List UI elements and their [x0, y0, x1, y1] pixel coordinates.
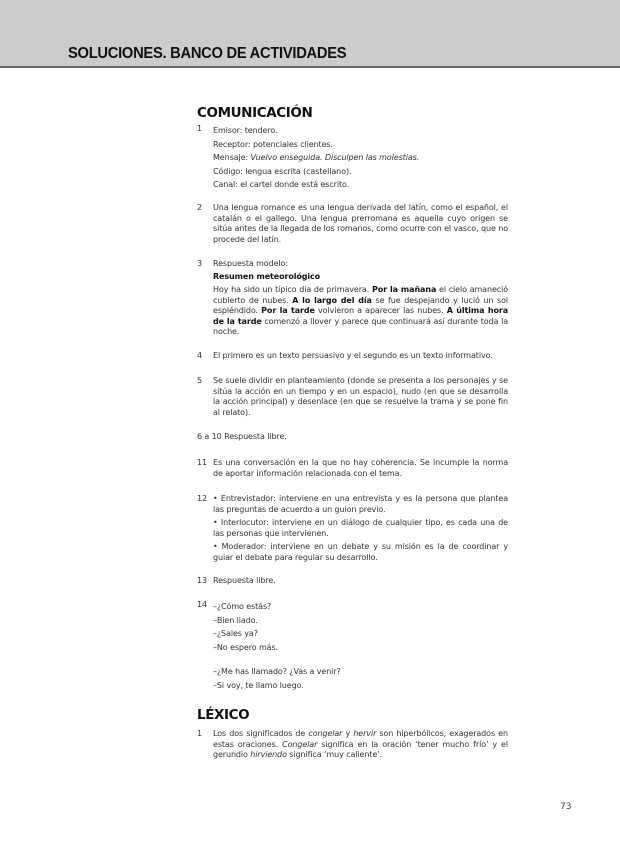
bullet-interlocutor: • Interlocutor: interviene en un diálogo de cualquier tipo, es cada una de las personas que intervienen.: [213, 518, 508, 538]
answer-text-italic: congelar: [308, 729, 343, 738]
answer-text-bold: A lo largo del día: [292, 295, 372, 305]
answer-number: 2: [197, 203, 202, 212]
answer-text: significa ‘muy caliente’.: [286, 750, 383, 759]
answer-number: 1: [197, 124, 202, 133]
answer-text: Respuesta libre.: [213, 576, 276, 585]
answer-text: Respuesta modelo:: [213, 259, 288, 268]
answer-number: 1: [197, 729, 202, 738]
answer-13: [197, 576, 508, 587]
answer-text-italic: Vuelvo enseguida. Disculpen las molestias.: [250, 153, 420, 162]
answer-3: [197, 259, 508, 338]
answer-text-italic: hirviendo: [250, 750, 287, 759]
answer-text: Hoy ha sido un típico día de primavera.: [213, 285, 372, 294]
answer-line: [213, 138, 508, 152]
answer-text: se fue despejando y lució un sol espléndido.: [213, 295, 508, 315]
answer-number: 12: [197, 494, 207, 503]
answer-text: [213, 729, 508, 761]
page-header-band: [0, 0, 620, 68]
dialogue-line: –¿Me has llamado? ¿Vas a venir?: [213, 667, 341, 676]
page-number: 73: [560, 802, 572, 812]
dialogue-line: –¿Cómo estás?: [213, 602, 272, 611]
answer-text: Receptor: potenciales clientes.: [213, 139, 333, 149]
dialogue-line: –No espero más.: [213, 642, 278, 652]
answer-text: y: [342, 729, 354, 738]
answer-line: [213, 151, 508, 165]
answer-number: 3: [197, 259, 202, 268]
answer-text: son hiperbólicos, exagerados en estas oraciones.: [213, 729, 508, 749]
answer-text: comenzó a llover y parece que continuará así durante toda la noche.: [213, 316, 508, 336]
answer-text-bold: Por la tarde: [261, 306, 315, 315]
answer-number: 11: [197, 458, 207, 467]
answer-4: [197, 351, 508, 362]
answer-text-italic: Congelar: [282, 739, 318, 749]
dialogue-line: –Bien liado.: [213, 615, 258, 625]
model-answer-text: [213, 285, 508, 338]
answer-5: [197, 376, 508, 418]
answer-text: significa en la oración ‘tener mucho frío’ y el gerundio: [213, 739, 508, 759]
page-header-title: SOLUCIONES. BANCO DE ACTIVIDADES: [68, 45, 347, 62]
answer-text-italic: hervir: [353, 729, 377, 738]
answer-text: volvieron a aparecer las nubes.: [314, 306, 447, 315]
dialogue-line: –Si voy, te llamo luego.: [213, 680, 304, 690]
section-title-comunicacion: COMUNICACIÓN: [197, 105, 313, 121]
answer-11: [197, 458, 508, 479]
answer-text: Se suele dividir en planteamiento (donde se presenta a los personajes y se sitúa la acción en un tiempo y en un espacio), nudo (en que se desarrolla la acción principal) y desenlace (en que se resuelve la trama y se pone fin al relato).: [213, 376, 508, 417]
lexico-answer-1: [197, 729, 508, 761]
answer-number: 13: [197, 576, 207, 585]
section-title-lexico: LÉXICO: [197, 707, 250, 723]
answer-text: Los dos significados de: [213, 729, 309, 738]
answer-number: 4: [197, 351, 202, 360]
answer-1: [197, 124, 508, 192]
answer-text: Es una conversación en la que no hay coherencia. Se incumple la norma de aportar información relacionada con el tema.: [213, 458, 508, 478]
answer-text-bold: Por la mañana: [371, 285, 437, 294]
answer-text: el cielo amaneció cubierto de nubes.: [213, 285, 508, 305]
bullet-moderador: • Moderador: interviene en un debate y su misión es la de coordinar y guiar el debate para regular su desarrollo.: [213, 542, 508, 562]
model-answer-title: Resumen meteorológico: [213, 272, 321, 281]
answer-text: Mensaje:: [213, 153, 251, 162]
answer-text-bold: A última hora de la tarde: [213, 306, 508, 326]
answer-text: Una lengua romance es una lengua derivada del latín, como el español, el catalán o el gallego. Una lengua prerromana es aquella cuyo origen se sitúa antes de la llegada de los romanos, como ocurre con el vasco, que no procede del latín.: [213, 203, 508, 244]
answer-text: 6 a 10 Respuesta libre.: [197, 432, 287, 441]
answer-number: 14: [197, 600, 207, 609]
answer-14: [197, 600, 508, 692]
answer-line: Código: lengua escrita (castellano).: [213, 166, 352, 176]
answer-2: [197, 203, 508, 245]
answer-number: 5: [197, 376, 202, 385]
answer-6-10: [197, 432, 508, 443]
answer-line: Canal: el cartel donde está escrito.: [213, 180, 350, 189]
bullet-entrevistador: • Entrevistador: interviene en una entrevista y es la persona que plantea las preguntas de acuerdo a un guion previo.: [213, 494, 508, 514]
answer-line: Emisor: tendero.: [213, 126, 278, 135]
answer-text: El primero es un texto persuasivo y el segundo es un texto informativo.: [213, 351, 493, 360]
dialogue-line: –¿Sales ya?: [213, 629, 258, 638]
answer-12: [197, 494, 508, 563]
